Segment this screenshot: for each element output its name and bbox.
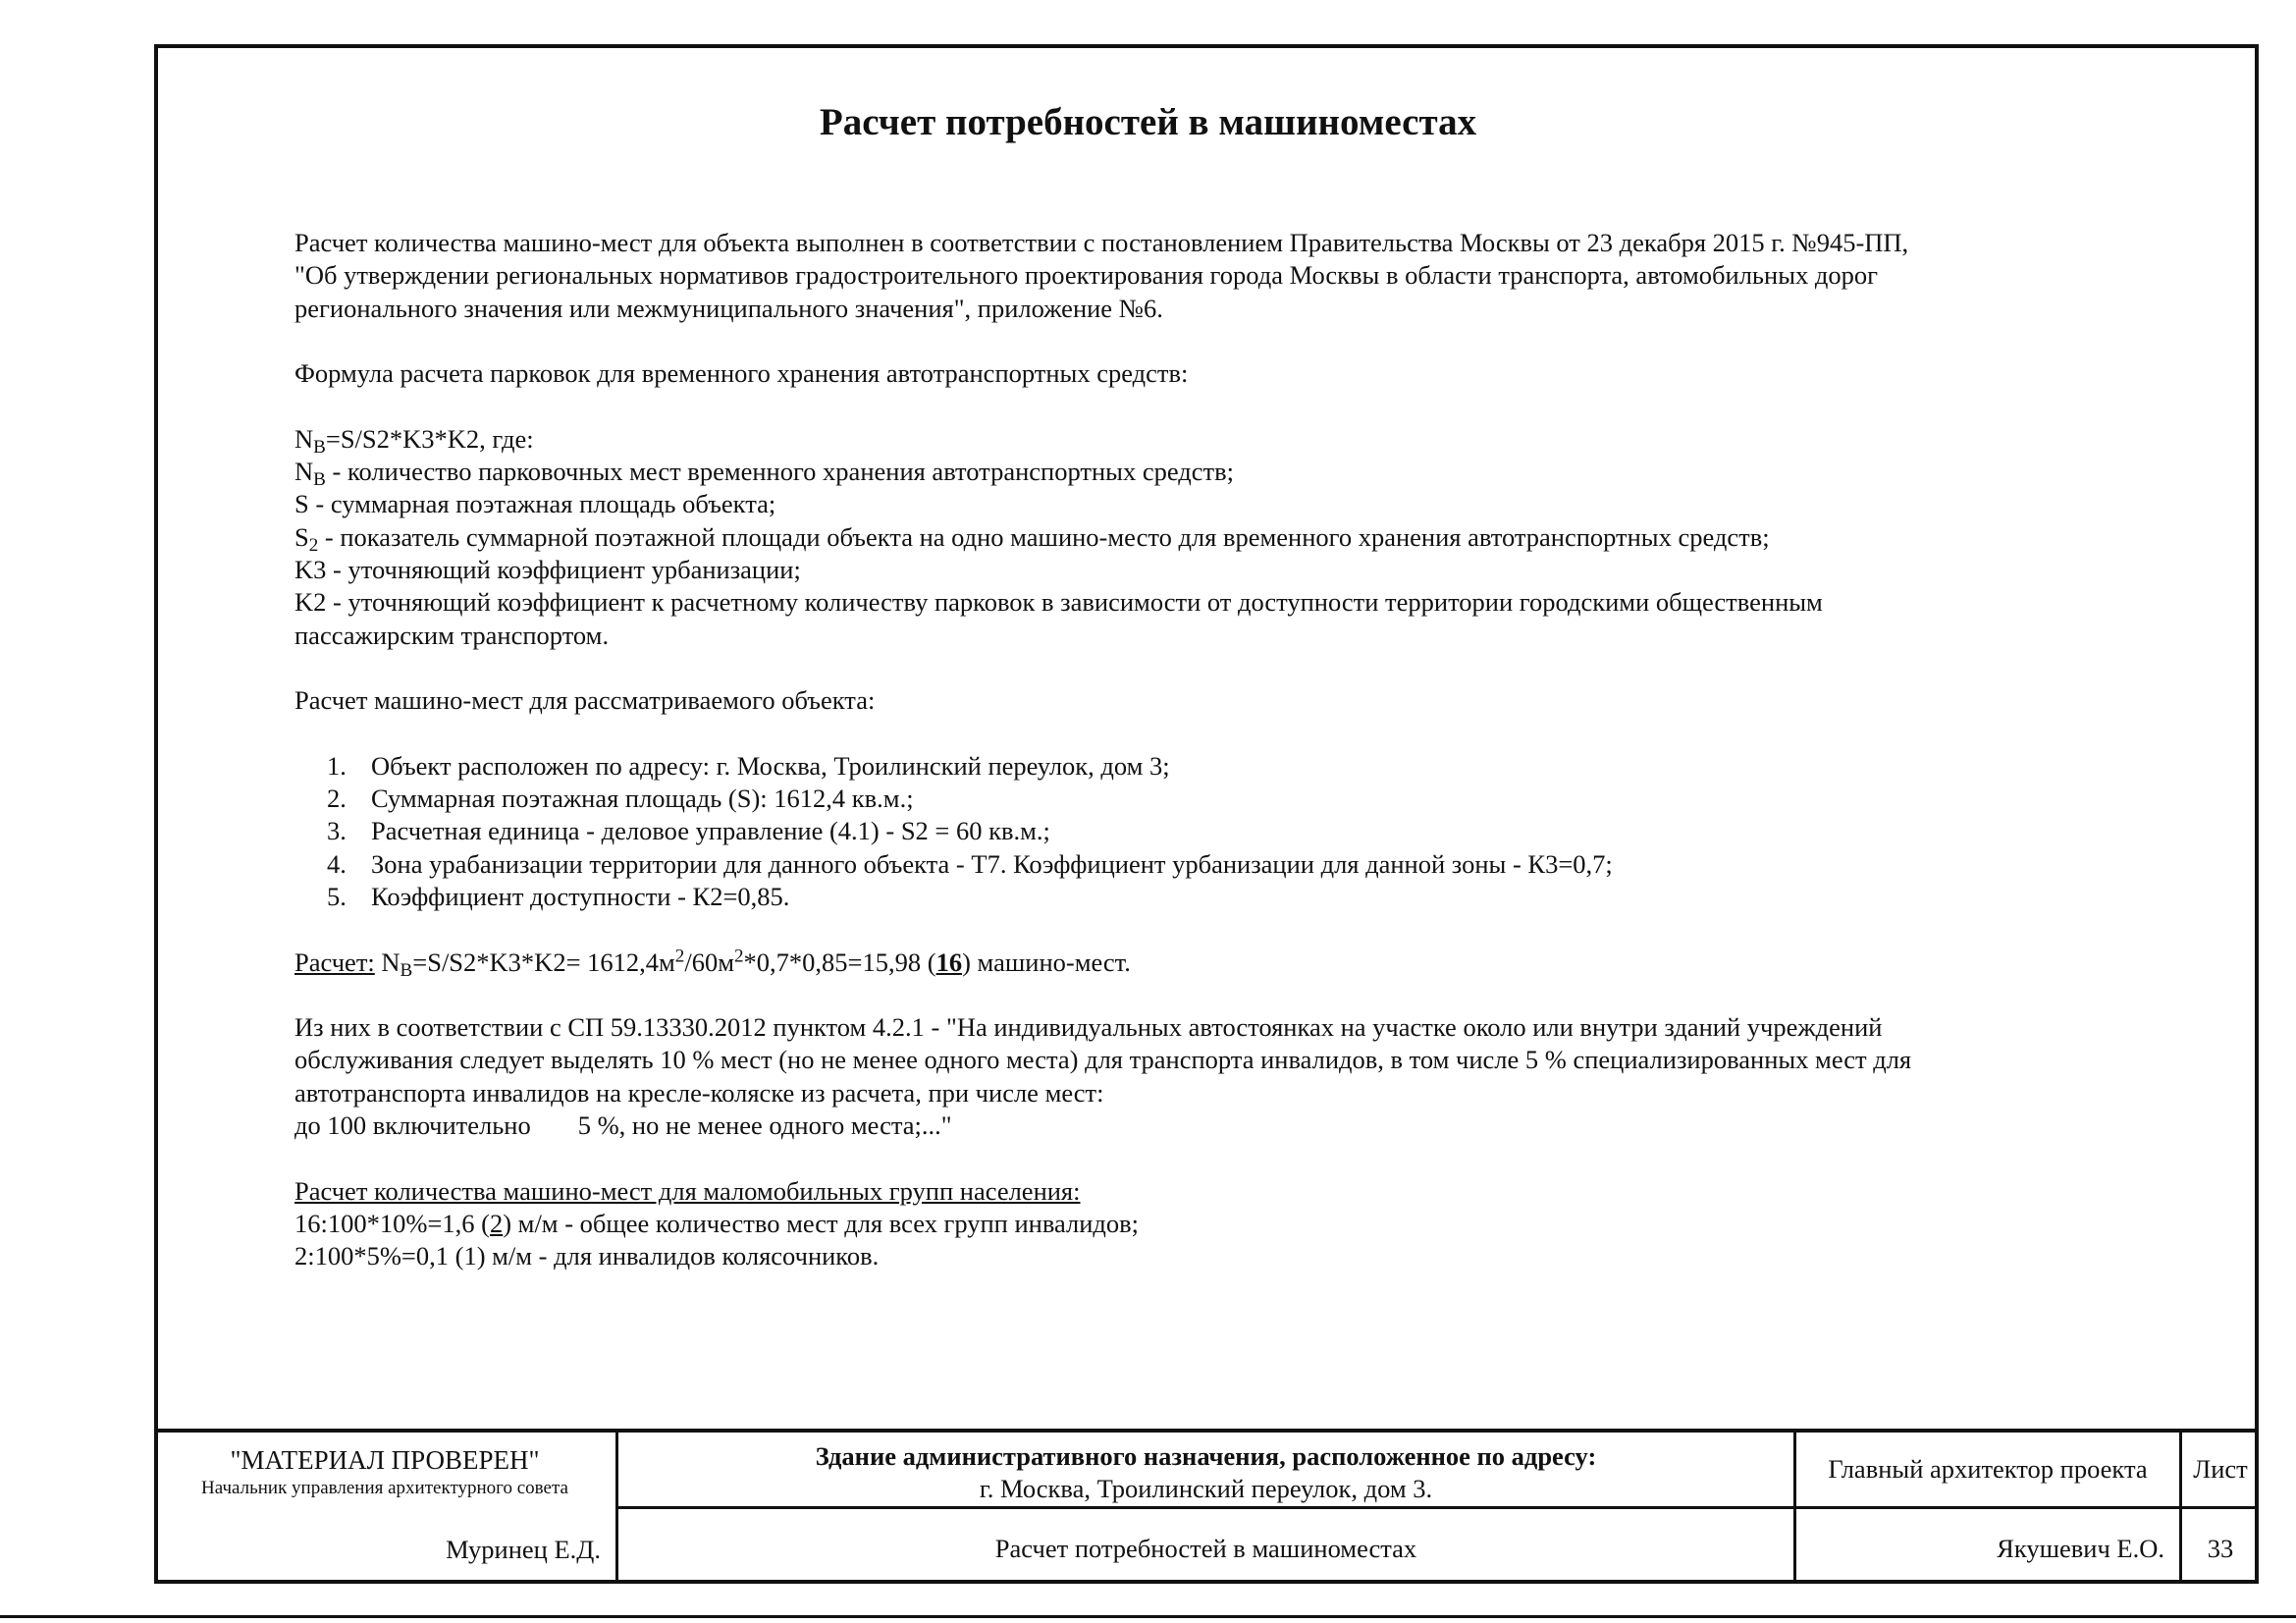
formula-def-s2: $S_2$ - показатель суммарной поэтажной площади объекта на одно машино-место для временного хранения автотранспортных средств;	[294, 521, 1770, 556]
quote-line: до 100 включительно 5 %, но не менее одного места;..."	[294, 1110, 952, 1141]
sheet-label: Лист	[2193, 1454, 2248, 1484]
formula-def-k3: K3 - уточняющий коэффициент урбанизации;	[294, 554, 801, 584]
checked-name: Муринец Е.Д.	[446, 1535, 601, 1564]
parameter-list	[294, 750, 2110, 913]
list-item: 3. Расчетная единица - деловое управление (4.1) - S2 = 60 кв.м.;	[327, 816, 1050, 846]
mgn-line-total: 16:100*10%=1,6 (2) м/м - общее количество мест для всех групп инвалидов;	[294, 1208, 1140, 1238]
title-block	[154, 1429, 2259, 1584]
intro-line: регионального значения или межмуниципального значения", приложение №6.	[294, 293, 1163, 323]
formula-def-s: S - суммарная поэтажная площадь объекта;	[294, 489, 776, 519]
calc-heading: Расчет машино-мест для рассматриваемого объекта:	[294, 685, 876, 716]
document-body	[294, 227, 2110, 1273]
list-item: 1. Объект расположен по адресу: г. Москва, Троилинский переулок, дом 3;	[327, 750, 1170, 781]
page-title: Расчет потребностей в машиноместах	[819, 101, 1477, 143]
building-address: г. Москва, Троилинский переулок, дом 3.	[979, 1474, 1433, 1503]
list-item: 5. Коэффициент доступности - К2=0,85.	[327, 881, 790, 911]
building-title: Здание административного назначения, расположенное по адресу:	[815, 1441, 1597, 1471]
quote-line: Из них в соответствии с СП 59.13330.2012 пунктом 4.2.1 - "На индивидуальных автостоянках на участке около или внутри зданий учреждений	[294, 1012, 1883, 1043]
page-bottom-rule	[0, 1615, 2296, 1618]
list-item: 2. Суммарная поэтажная площадь (S): 1612,4 кв.м.;	[327, 784, 914, 814]
intro-line: "Об утверждении региональных нормативов градостроительного проектирования города Москвы в области транспорта, автомобильных дорог	[294, 260, 1878, 291]
mgn-heading: Расчет количества машино-мест для маломобильных групп населения:	[294, 1175, 1081, 1206]
result-value: 16	[935, 947, 963, 977]
formula-def-k2-cont: пассажирским транспортом.	[294, 620, 610, 650]
formula-heading: Формула расчета парковок для временного хранения автотранспортных средств:	[294, 358, 1189, 389]
formula-def-nb: $N_B$ - количество парковочных мест временного хранения автотранспортных средств;	[294, 457, 1234, 490]
sheet-title: Расчет потребностей в машиноместах	[994, 1534, 1417, 1563]
formula-def-k2: K2 - уточняющий коэффициент к расчетному количеству парковок в зависимости от доступности территории городскими общественным	[294, 587, 1823, 618]
architect-name: Якушевич Е.О.	[1997, 1534, 2164, 1563]
quote-line: автотранспорта инвалидов на кресле-коляске из расчета, при числе мест:	[294, 1077, 1104, 1108]
quote-line: обслуживания следует выделять 10 % мест (но не менее одного места) для транспорта инвалидов, в том числе 5 % специализированных мест для	[294, 1045, 1912, 1075]
checked-role: Начальник управления архитектурного совета	[201, 1478, 568, 1498]
intro-line: Расчет количества машино-мест для объекта выполнен в соответствии с постановлением Правительства Москвы от 23 декабря 2015 г. №945-ПП,	[294, 228, 1909, 257]
architect-role: Главный архитектор проекта	[1828, 1454, 2148, 1484]
calculation-result: Расчет: $N_B=S/S2*K3*K2= 1612,4м^2/60м^2*0,7*0,85=15,98$ (16) машино-мест.	[294, 946, 1131, 981]
list-item: 4. Зона урабанизации территории для данного объекта - Т7. Коэффициент урбанизации для данной зоны - К3=0,7;	[327, 848, 1613, 879]
mgn-line-wheelchair: 2:100*5%=0,1 (1) м/м - для инвалидов колясочников.	[294, 1241, 880, 1271]
sheet-number: 33	[2207, 1534, 2234, 1563]
checked-stamp: "МАТЕРИАЛ ПРОВЕРЕН"	[230, 1445, 540, 1475]
formula-expression: $N_B=S/S2*K3*K2$, где:	[294, 423, 534, 458]
